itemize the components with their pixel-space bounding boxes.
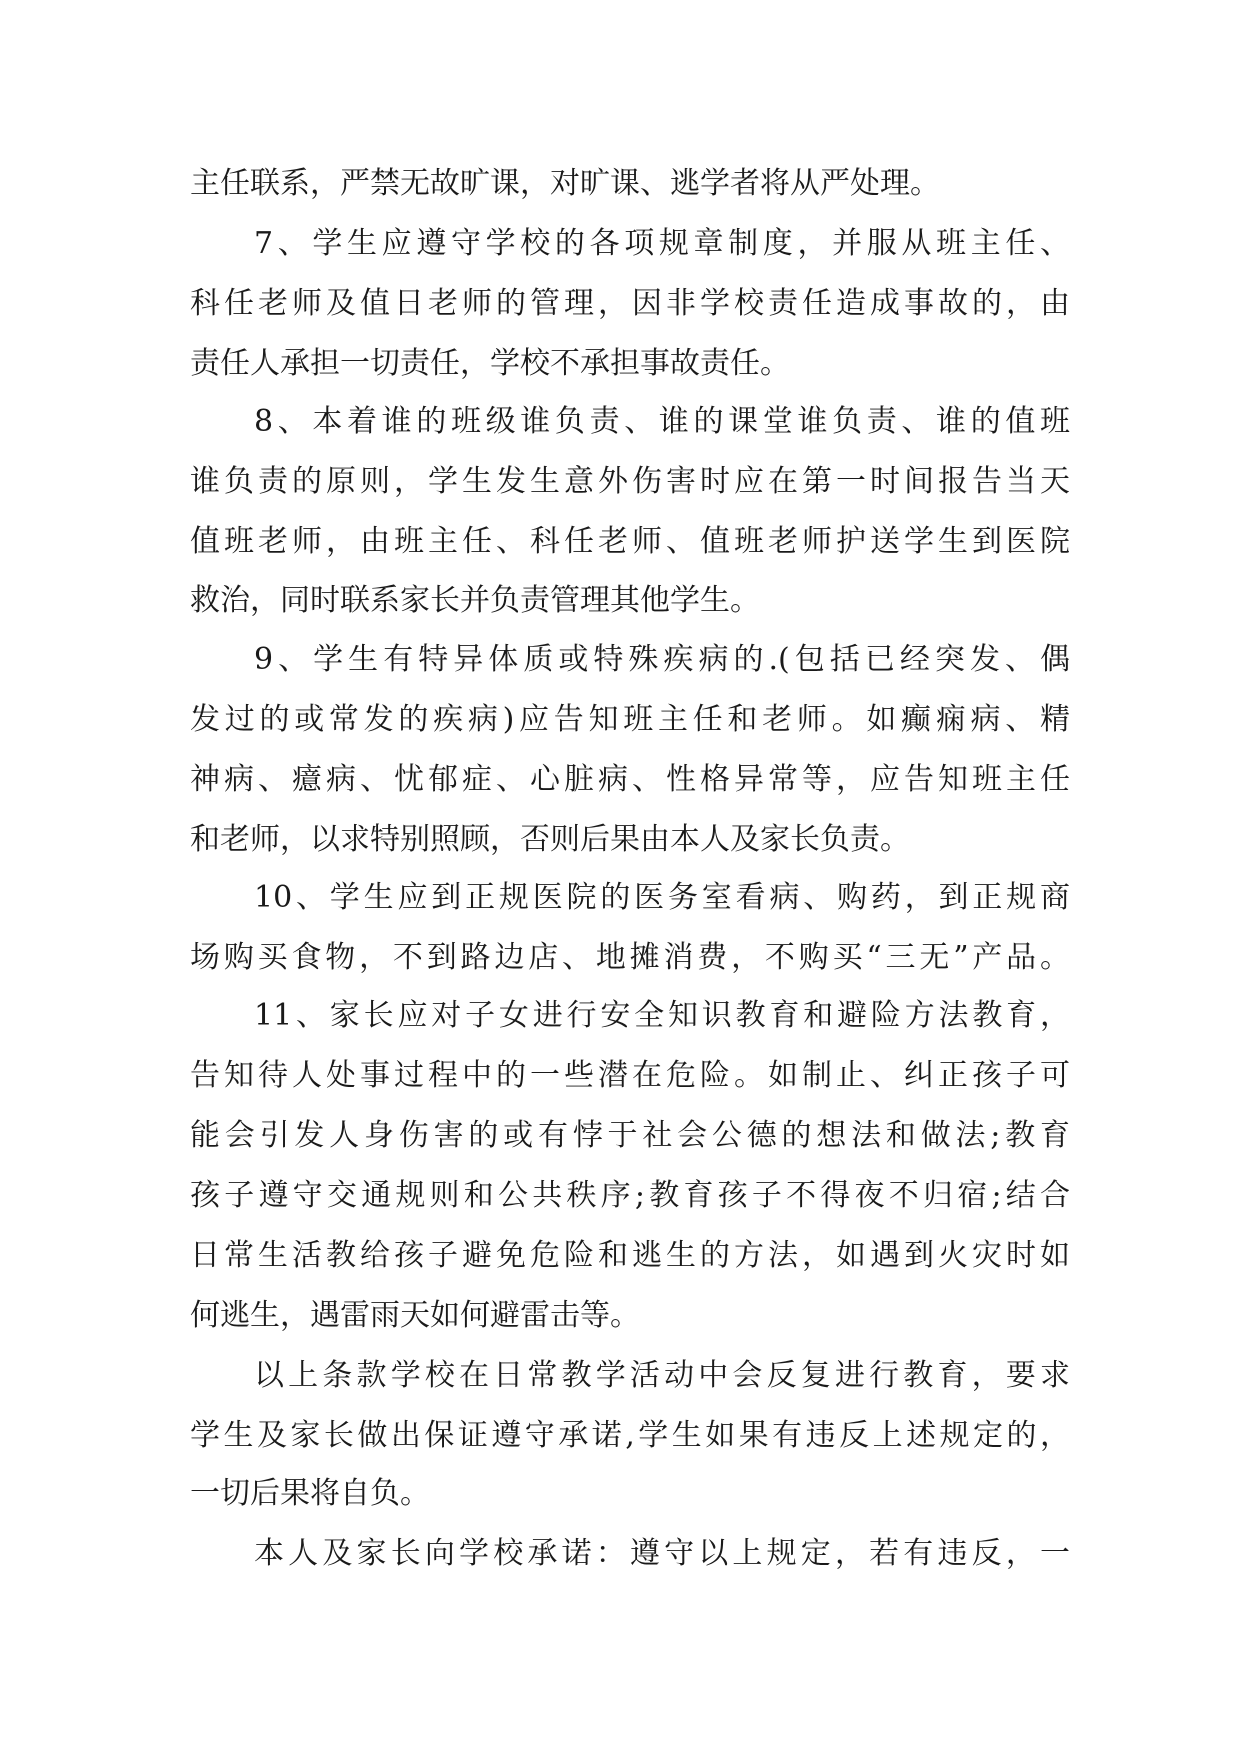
- text-line: 责任人承担一切责任，学校不承担事故责任。: [190, 346, 790, 381]
- text-line: 值班老师，由班主任、科任老师、值班老师护送学生到医院: [190, 524, 1070, 559]
- text-line: 9、学生有特异体质或特殊疾病的.(包括已经突发、偶: [254, 642, 1070, 677]
- text-line: 8、本着谁的班级谁负责、谁的课堂谁负责、谁的值班: [254, 404, 1070, 439]
- text-line: 孩子遵守交通规则和公共秩序;教育孩子不得夜不归宿;结合: [190, 1178, 1070, 1213]
- text-line: 救治，同时联系家长并负责管理其他学生。: [190, 583, 760, 618]
- text-line: 能会引发人身伤害的或有悖于社会公德的想法和做法;教育: [190, 1118, 1070, 1153]
- text-line: 发过的或常发的疾病)应告知班主任和老师。如癫痫病、精: [190, 702, 1070, 737]
- text-line: 7、学生应遵守学校的各项规章制度，并服从班主任、: [254, 226, 1070, 261]
- text-line: 主任联系，严禁无故旷课，对旷课、逃学者将从严处理。: [190, 166, 940, 201]
- text-line: 告知待人处事过程中的一些潜在危险。如制止、纠正孩子可: [190, 1058, 1070, 1093]
- text-line: 一切后果将自负。: [190, 1476, 430, 1511]
- text-line: 和老师，以求特别照顾，否则后果由本人及家长负责。: [190, 822, 910, 857]
- text-line: 神病、癔病、忧郁症、心脏病、性格异常等，应告知班主任: [190, 762, 1070, 797]
- text-line: 科任老师及值日老师的管理，因非学校责任造成事故的，由: [190, 286, 1070, 321]
- text-line: 谁负责的原则，学生发生意外伤害时应在第一时间报告当天: [190, 464, 1070, 499]
- text-line: 日常生活教给孩子避免危险和逃生的方法，如遇到火灾时如: [190, 1238, 1070, 1273]
- text-line: 11、家长应对子女进行安全知识教育和避险方法教育，: [254, 998, 1070, 1033]
- text-line: 何逃生，遇雷雨天如何避雷击等。: [190, 1298, 640, 1333]
- text-line: 10、学生应到正规医院的医务室看病、购药，到正规商: [254, 880, 1070, 915]
- text-line: 本人及家长向学校承诺：遵守以上规定，若有违反，一: [254, 1536, 1070, 1571]
- text-line: 以上条款学校在日常教学活动中会反复进行教育，要求: [254, 1358, 1070, 1393]
- text-line: 场购买食物，不到路边店、地摊消费，不购买“三无”产品。: [190, 940, 1070, 975]
- text-line: 学生及家长做出保证遵守承诺,学生如果有违反上述规定的，: [190, 1418, 1070, 1453]
